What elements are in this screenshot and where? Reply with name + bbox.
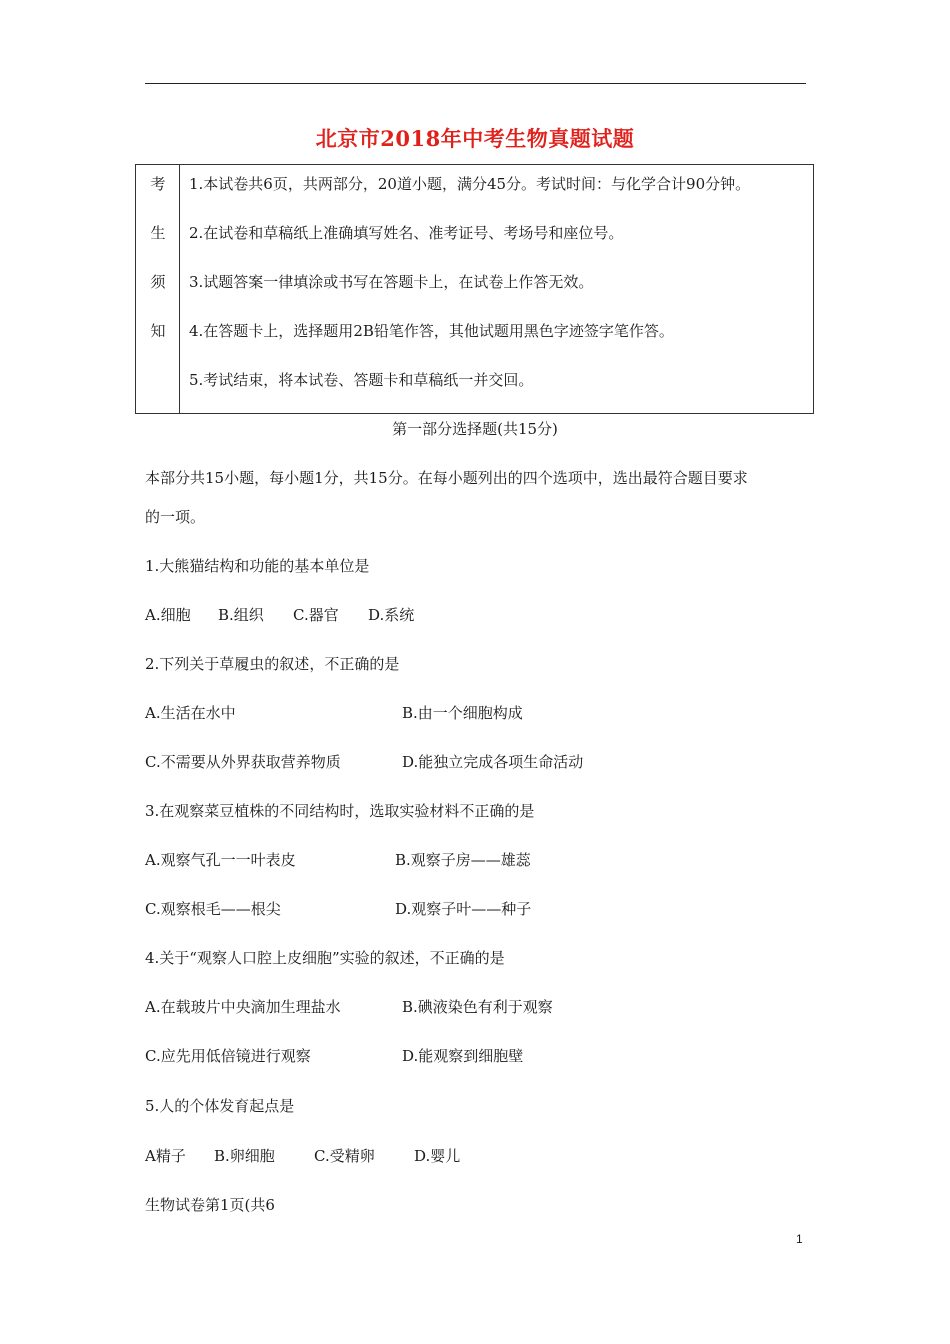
- question-option: D.婴儿: [414, 1147, 461, 1165]
- header-rule: [145, 83, 806, 84]
- candidate-notice-box: [135, 164, 814, 414]
- notice-item: 3.试题答案一律填涂或书写在答题卡上，在试卷上作答无效。: [189, 273, 594, 291]
- question-option: C.应先用低倍镜进行观察: [145, 1047, 311, 1065]
- question-option: D.能观察到细胞壁: [402, 1047, 524, 1065]
- question-option: C.不需要从外界获取营养物质: [145, 753, 341, 771]
- question-option: A.生活在水中: [145, 704, 236, 722]
- notice-label-char: 知: [150, 322, 166, 340]
- question-option: B.由一个细胞构成: [402, 704, 523, 722]
- footer-note: 生物试卷第1页(共6: [145, 1196, 275, 1214]
- question-option: B.卵细胞: [214, 1147, 275, 1165]
- question-option: B.碘液染色有利于观察: [402, 998, 553, 1016]
- notice-label-char: 考: [150, 175, 166, 193]
- question-option: D.能独立完成各项生命活动: [402, 753, 584, 771]
- section-title: 第一部分选择题(共15分): [392, 420, 558, 438]
- question-stem: 4.关于“观察人口腔上皮细胞”实验的叙述，不正确的是: [145, 949, 505, 967]
- question-option: B.观察子房——雄蕊: [395, 851, 531, 869]
- question-option: A.在载玻片中央滴加生理盐水: [145, 998, 341, 1016]
- question-stem: 2.下列关于草履虫的叙述，不正确的是: [145, 655, 400, 673]
- question-option: A精子: [145, 1147, 186, 1165]
- instructions-text: 本部分共15小题，每小题1分，共15分。在每小题列出的四个选项中，选出最符合题目要求: [145, 469, 748, 487]
- document-title: 北京市2018年中考生物真题试题: [315, 126, 635, 151]
- notice-label-column: [136, 165, 180, 413]
- question-option: C.观察根毛——根尖: [145, 900, 281, 918]
- instructions-text: 的一项。: [145, 508, 206, 526]
- question-stem: 3.在观察菜豆植株的不同结构时，选取实验材料不正确的是: [145, 802, 535, 820]
- question-stem: 5.人的个体发育起点是: [145, 1097, 295, 1115]
- question-option: D.观察子叶——种子: [395, 900, 532, 918]
- question-option: C.器官: [293, 606, 339, 624]
- notice-item: 2.在试卷和草稿纸上准确填写姓名、准考证号、考场号和座位号。: [189, 224, 624, 242]
- question-option: A.细胞: [145, 606, 191, 624]
- question-stem: 1.大熊猫结构和功能的基本单位是: [145, 557, 370, 575]
- notice-item: 4.在答题卡上，选择题用2B铅笔作答，其他试题用黑色字迹签字笔作答。: [189, 322, 674, 340]
- notice-item: 1.本试卷共6页，共两部分，20道小题，满分45分。考试时间：与化学合计90分钟。: [189, 175, 751, 193]
- notice-item: 5.考试结束，将本试卷、答题卡和草稿纸一并交回。: [189, 371, 534, 389]
- notice-label-char: 须: [150, 273, 166, 291]
- question-option: B.组织: [218, 606, 264, 624]
- question-option: C.受精卵: [314, 1147, 375, 1165]
- question-option: D.系统: [368, 606, 415, 624]
- notice-label-char: 生: [150, 224, 166, 242]
- question-option: A.观察气孔一一叶表皮: [145, 851, 296, 869]
- page-number: 1: [796, 1232, 803, 1246]
